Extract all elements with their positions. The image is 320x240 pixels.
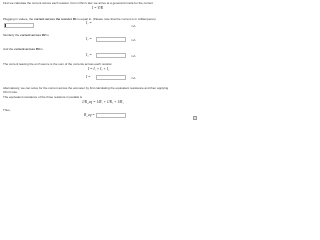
req-input[interactable] <box>96 113 126 118</box>
r3-instruction-post: is <box>39 47 43 51</box>
current-sum-formula: I = I₁ + I₂ + I₃ <box>88 67 110 71</box>
resize-handle-icon[interactable] <box>193 116 197 120</box>
i2-label: I₂ = <box>86 37 92 41</box>
ohms-law-formula: I = V/R <box>92 6 103 10</box>
intro-text: First we calculate the current across each resistor. From Ohm's law, we arrive at a general formula for the current <box>3 1 153 5</box>
r2-instruction-post: is <box>45 33 49 37</box>
r2-instruction <box>3 33 49 37</box>
r3-instruction-pre: And the <box>3 47 15 51</box>
i3-label: I₃ = <box>86 53 92 57</box>
sum-instruction-pre: The current leaving the <box>3 62 35 66</box>
alternative-text: Alternatively, we can solve for the current across the ammeter by first calculating the equivalent resistance and then applying <box>3 86 169 90</box>
i-label: I = <box>86 75 91 79</box>
r3-instruction <box>3 47 43 51</box>
i3-unit: mA <box>131 54 136 58</box>
equivalent-resistance-formula: 1/R_eq = 1/R₁ + 1/R₂ + 1/R₃ <box>82 100 124 104</box>
sum-instruction-emf: emf <box>34 62 40 66</box>
sum-instruction-post: source is the sum of the currents across each resistor. <box>39 62 113 66</box>
i-unit: mA <box>131 76 136 80</box>
equivalent-resistance-text: The equivalent resistance of the three resistors in parallel is <box>3 95 83 99</box>
thus-text: Thus, <box>3 108 11 112</box>
r2-instruction-pre: Similarly the <box>3 33 21 37</box>
req-label: R_eq = <box>84 113 95 117</box>
text-cursor <box>5 24 6 28</box>
r1-instruction-bold: current across the resistor R1 <box>34 17 77 21</box>
sum-instruction <box>3 62 112 66</box>
i3-input[interactable] <box>96 53 126 58</box>
i-input[interactable] <box>96 75 126 80</box>
alternative-text-cont: Ohm's law. <box>3 90 18 94</box>
i1-input[interactable] <box>4 23 10 28</box>
r1-instruction <box>3 17 156 21</box>
r1-instruction-pre: Plugging in values, the <box>3 17 35 21</box>
i2-input[interactable] <box>96 37 126 42</box>
r1-instruction-post: is equal to: (Please note that the current is in milliamperes) <box>76 17 156 21</box>
i1-label: I₁ = <box>86 21 92 25</box>
r3-instruction-bold: current across R3 <box>14 47 40 51</box>
i1-unit: mA <box>131 24 136 28</box>
i2-unit: mA <box>131 38 136 42</box>
r2-instruction-bold: current across R2 <box>20 33 46 37</box>
